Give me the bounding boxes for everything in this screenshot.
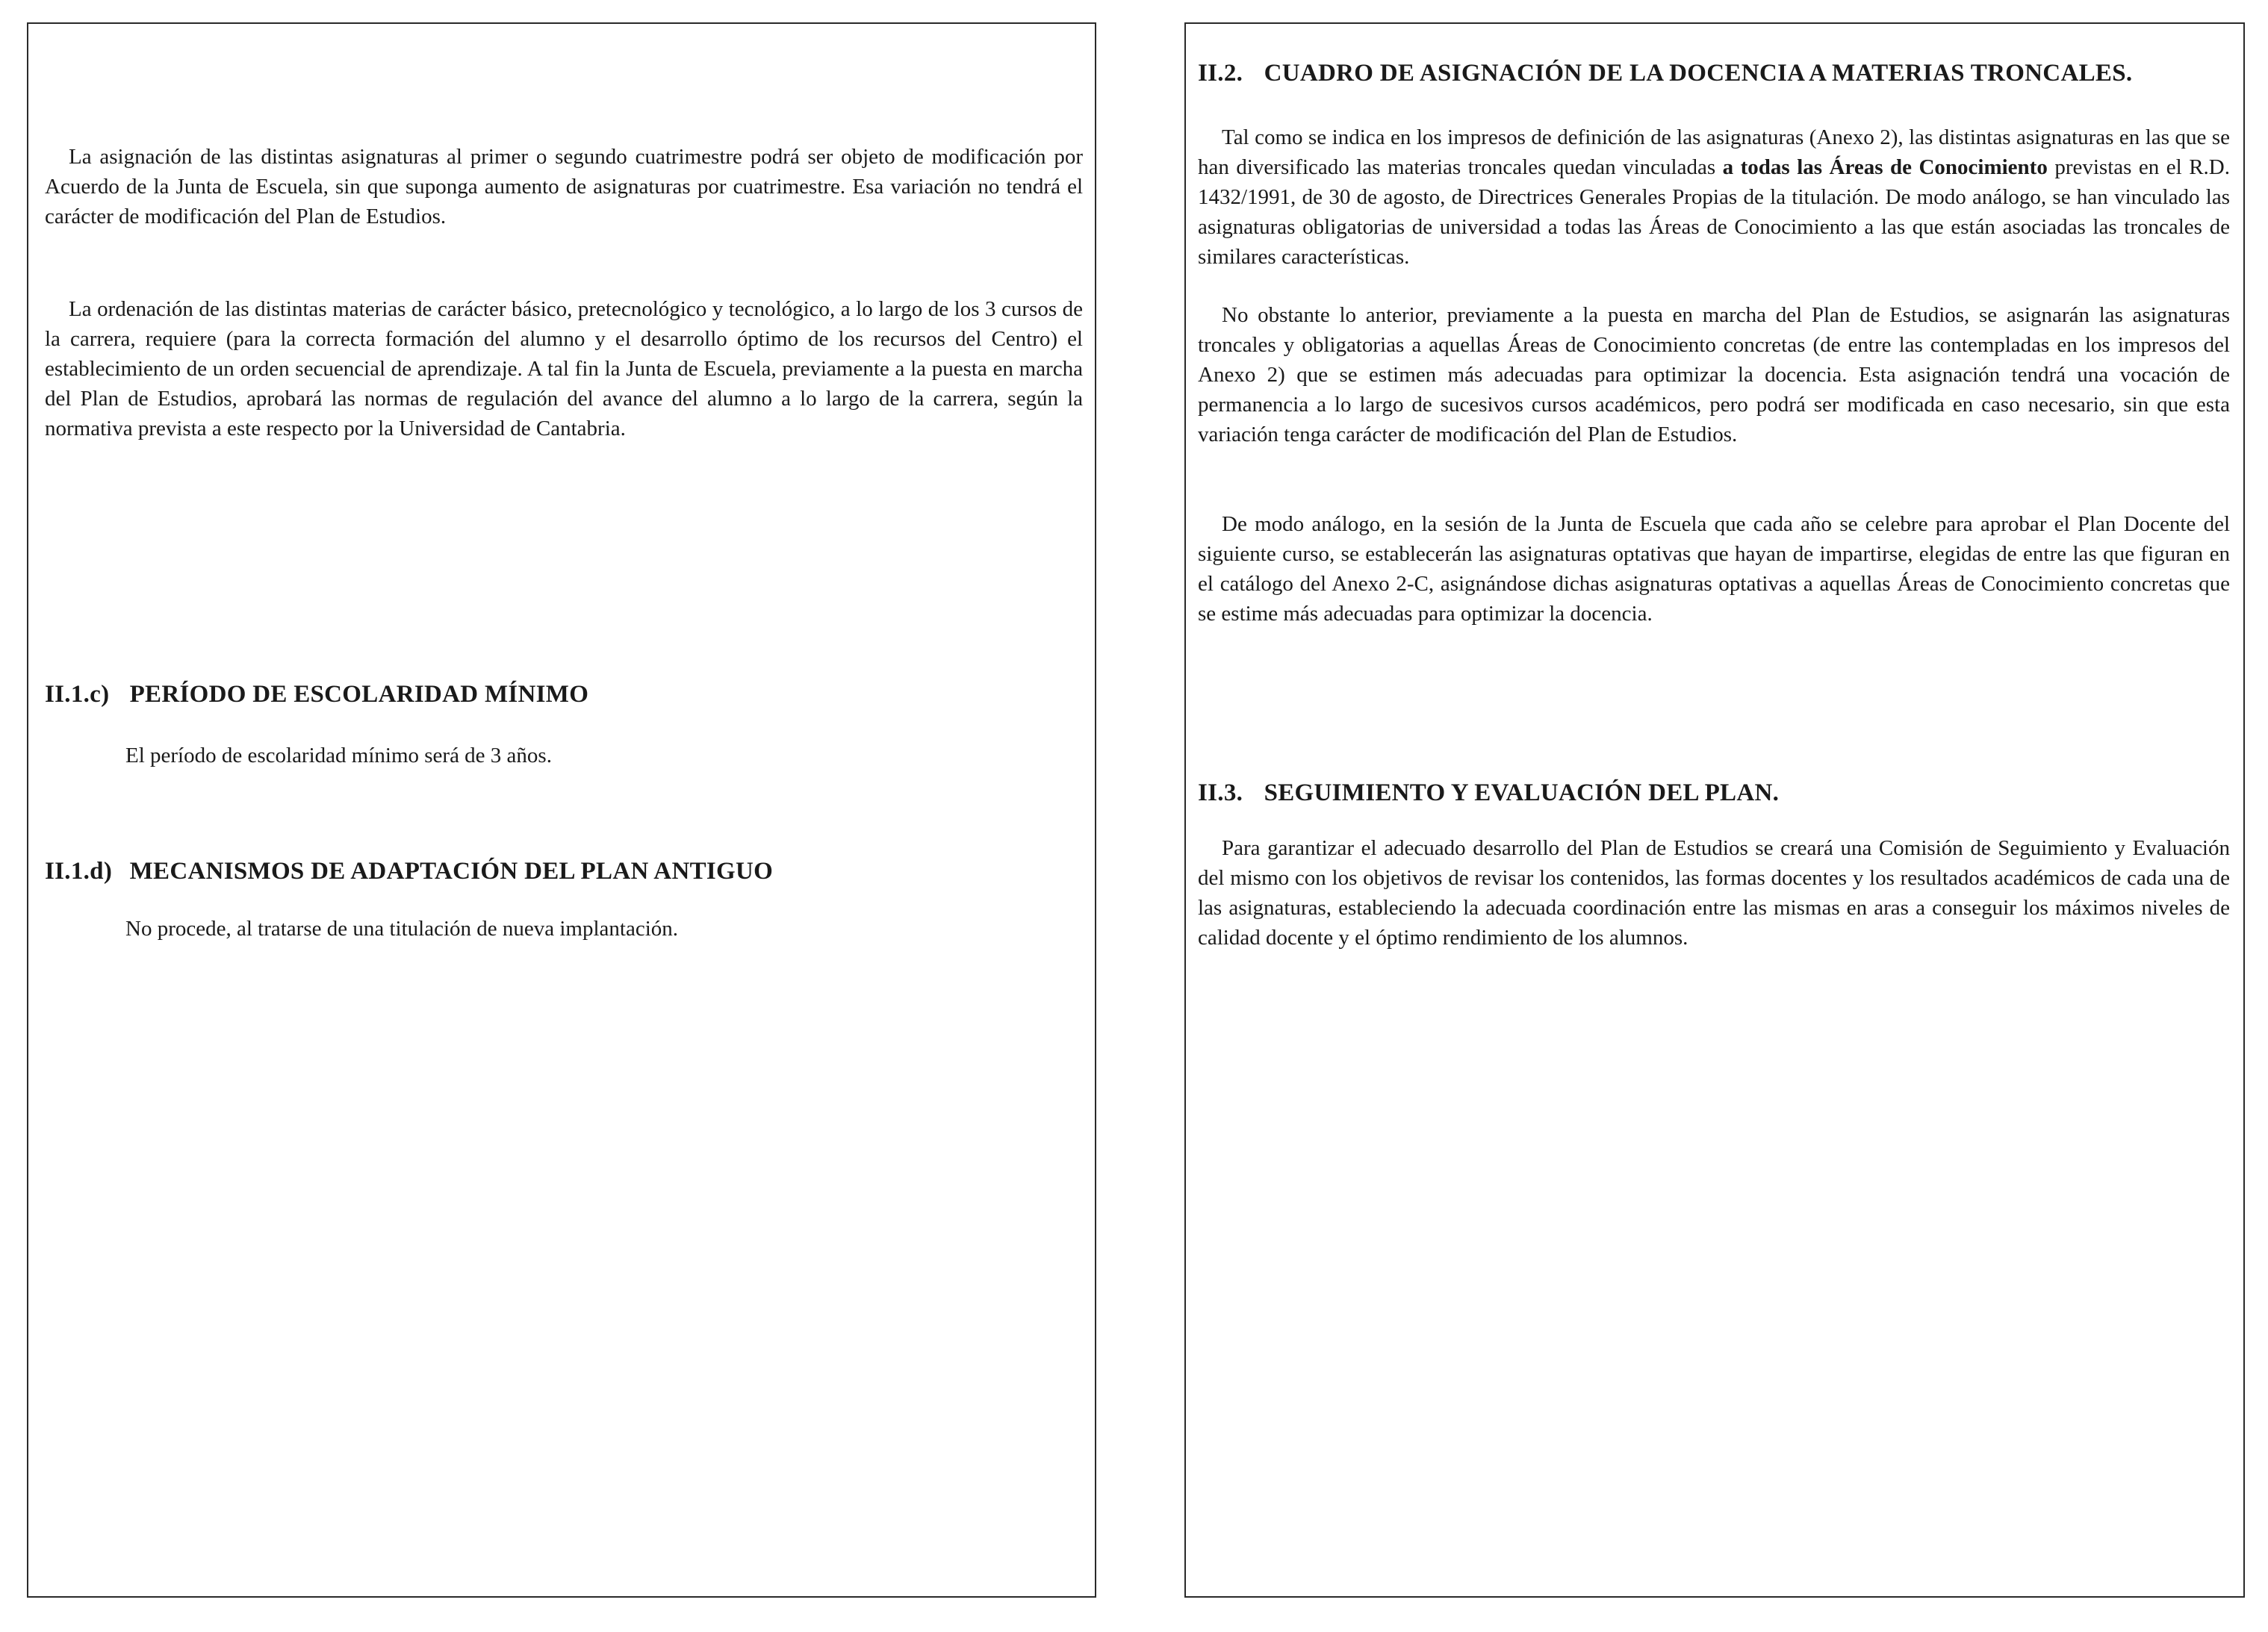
right-paragraph-4: Para garantizar el adecuado desarrollo del Plan de Estudios se creará una Comisión de Seguimiento y Evaluación del mismo con los objetivos de revisar los contenidos, las formas docentes y los resultados académicos de cada una de las asignaturas, estableciendo la adecuada coordinación entre las mismas en aras a conseguir los máximos niveles de calidad docente y el óptimo rendimiento de los alumnos.	[1198, 836, 2230, 950]
section-number: II.1.d)	[45, 858, 113, 885]
right-paragraph-3: De modo análogo, en la sesión de la Junta de Escuela que cada año se celebre para aprobar el Plan Docente del siguiente curso, se establecerán las asignaturas optativas que hayan de impartirse, elegidas de entre las que figuran en el catálogo del Anexo 2-C, asignándose dichas asignaturas optativas a aquellas Áreas de Conocimiento concretas que se estime más adecuadas para optimizar la docencia.	[1198, 512, 2230, 626]
section-c-text: El período de escolaridad mínimo será de 3 años.	[125, 744, 552, 767]
left-paragraph-1: La asignación de las distintas asignaturas al primer o segundo cuatrimestre podrá ser objeto de modificación por Acuerdo de la Junta de Escuela, sin que suponga aumento de asignaturas por cuatrimestre. Esa variación no tendrá el carácter de modificación del Plan de Estudios.	[45, 145, 1083, 228]
section-number: II.3.	[1198, 779, 1243, 806]
section-heading-2	[1198, 60, 2132, 87]
section-heading-c	[45, 681, 588, 708]
section-number: II.1.c)	[45, 681, 110, 708]
section-title: MECANISMOS DE ADAPTACIÓN DEL PLAN ANTIGUO	[129, 858, 774, 885]
left-paragraph-2: La ordenación de las distintas materias de carácter básico, pretecnológico y tecnológico, a lo largo de los 3 cursos de la carrera, requiere (para la correcta formación del alumno y el desarrollo óptimo de los recursos del Centro) el establecimiento de un orden secuencial de aprendizaje. A tal fin la Junta de Escuela, previamente a la puesta en marcha del Plan de Estudios, aprobará las normas de regulación del avance del alumno a lo largo de la carrera, según la normativa prevista a este respecto por la Universidad de Cantabria.	[45, 297, 1083, 440]
para-text-start: Tal como se indica en los impresos de definición de las asignaturas (Anexo 2), las distintas asignaturas en las que se han diversificado las materias troncales quedan vinculadas	[1198, 125, 2230, 179]
right-paragraph-1	[1198, 122, 2230, 272]
right-paragraph-2: No obstante lo anterior, previamente a la puesta en marcha del Plan de Estudios, se asignarán las asignaturas troncales y obligatorias a aquellas Áreas de Conocimiento concretas (de entre las contempladas en los impresos del Anexo 2) que se estimen más adecuadas para optimizar la docencia. Esta asignación tendrá una vocación de permanencia a lo largo de sucesivos cursos académicos, pero podrá ser modificada en caso necesario, sin que esta variación tenga carácter de modificación del Plan de Estudios.	[1198, 303, 2230, 446]
para-text-end: previstas en el R.D. 1432/1991, de 30 de agosto, de Directrices Generales Propias de la titulación. De modo análogo, se han vinculado las asignaturas obligatorias de universidad a todas las Áreas de Conocimiento a las que están asociadas las troncales de similares características.	[1198, 155, 2231, 269]
left-page	[27, 22, 1096, 1598]
right-page	[1184, 22, 2245, 1598]
para-bold-text: a todas las Áreas de Conocimiento	[1722, 155, 2048, 179]
section-heading-d	[45, 858, 773, 885]
section-heading-3	[1198, 779, 1779, 807]
section-number: II.2.	[1198, 60, 1243, 87]
section-title: SEGUIMIENTO Y EVALUACIÓN DEL PLAN.	[1264, 779, 1780, 806]
section-title: PERÍODO DE ESCOLARIDAD MÍNIMO	[129, 681, 589, 708]
section-title: CUADRO DE ASIGNACIÓN DE LA DOCENCIA A MATERIAS TRONCALES.	[1264, 60, 2133, 87]
section-d-text: No procede, al tratarse de una titulación de nueva implantación.	[125, 917, 679, 941]
